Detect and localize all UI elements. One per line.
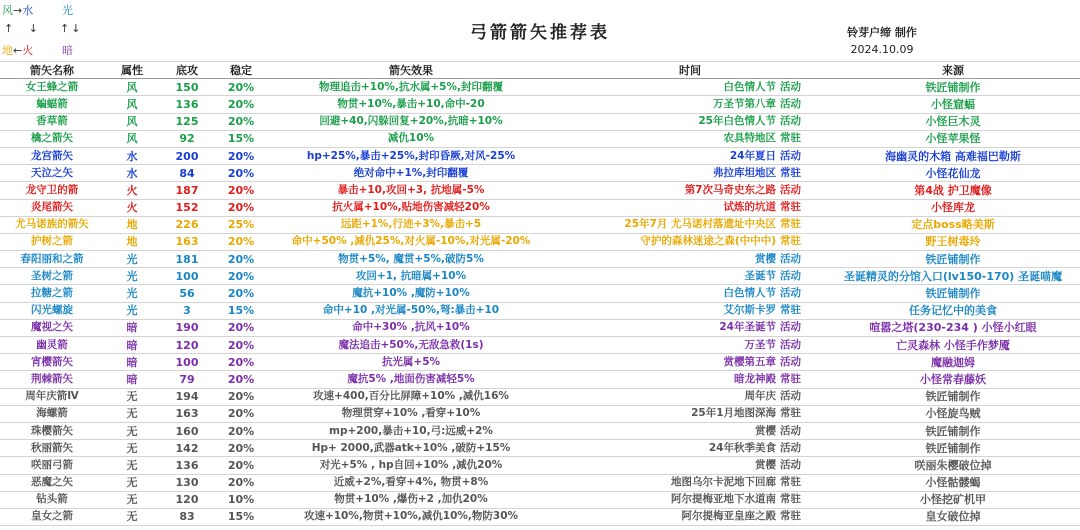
header-base-atk: 底攻 xyxy=(160,62,214,79)
cell-time: 试炼的坑道 xyxy=(554,199,780,216)
cell-source: 喧嚣之塔(230-234 ) 小怪小红眼 xyxy=(826,319,1080,336)
cell-name: 尤马诺族的箭矢 xyxy=(0,216,104,233)
cell-type: 活动 xyxy=(780,319,826,336)
cell-base-atk: 56 xyxy=(160,285,214,302)
table-row xyxy=(0,337,1080,354)
header-row xyxy=(0,62,1080,79)
cell-name: 魔视之矢 xyxy=(0,319,104,336)
cell-base-atk: 136 xyxy=(160,96,214,113)
cell-name: 檎之箭矢 xyxy=(0,130,104,147)
cell-name: 炎尾箭矢 xyxy=(0,199,104,216)
cell-base-atk: 100 xyxy=(160,354,214,371)
cell-source: 圣诞精灵的分馆入口(lv150-170) 圣诞喵魔 xyxy=(826,268,1080,285)
cell-effect: 魔法追击+50%,无敌急救(1s) xyxy=(268,337,554,354)
element-legend xyxy=(2,2,88,58)
cell-name: 女王蜂之箭 xyxy=(0,79,104,96)
cell-effect: 近威+2%,看穿+4%, 物贯+8% xyxy=(268,474,554,491)
cell-effect: 魔抗+10% ,魔防+10% xyxy=(268,285,554,302)
cell-source: 铁匠铺制作 xyxy=(826,79,1080,96)
cell-element: 无 xyxy=(104,388,160,405)
cell-name: 珠樱箭矢 xyxy=(0,422,104,439)
table-row xyxy=(0,457,1080,474)
cell-type: 活动 xyxy=(780,251,826,268)
cell-element: 无 xyxy=(104,405,160,422)
cell-time: 赏樱 xyxy=(554,422,780,439)
cell-effect: 暴击+10,攻回+3, 抗地属-5% xyxy=(268,182,554,199)
cell-time: 赏樱第五章 xyxy=(554,354,780,371)
cell-base-atk: 152 xyxy=(160,199,214,216)
cell-base-atk: 181 xyxy=(160,251,214,268)
cell-name: 周年庆箭Ⅳ xyxy=(0,388,104,405)
cell-source: 任务记忆中的美食 xyxy=(826,302,1080,319)
cell-effect: 远距+1%,行迹+3%,暴击+5 xyxy=(268,216,554,233)
cell-type: 活动 xyxy=(780,113,826,130)
legend-wind: 风 xyxy=(2,4,13,17)
cell-name: 圣树之箭 xyxy=(0,268,104,285)
cell-source: 小怪巨木灵 xyxy=(826,113,1080,130)
header-element: 属性 xyxy=(104,62,160,79)
table-row xyxy=(0,285,1080,302)
cell-stability: 20% xyxy=(214,96,268,113)
cell-time: 万圣节 xyxy=(554,337,780,354)
cell-base-atk: 136 xyxy=(160,457,214,474)
cell-stability: 20% xyxy=(214,319,268,336)
cell-stability: 25% xyxy=(214,216,268,233)
cell-type: 常驻 xyxy=(780,371,826,388)
cell-time: 25年白色情人节 xyxy=(554,113,780,130)
cell-time: 圣诞节 xyxy=(554,268,780,285)
cell-base-atk: 79 xyxy=(160,371,214,388)
cell-element: 水 xyxy=(104,147,160,164)
legend-wind-water xyxy=(2,2,33,18)
table-row xyxy=(0,182,1080,199)
legend-arrow-right: → xyxy=(13,4,23,17)
cell-element: 光 xyxy=(104,251,160,268)
cell-source: 小怪苹果怪 xyxy=(826,130,1080,147)
cell-effect: 物贯+10%,暴击+10,命中-20 xyxy=(268,96,554,113)
cell-source: 定点boss略美斯 xyxy=(826,216,1080,233)
cell-stability: 20% xyxy=(214,371,268,388)
cell-base-atk: 163 xyxy=(160,405,214,422)
cell-stability: 20% xyxy=(214,457,268,474)
cell-element: 光 xyxy=(104,302,160,319)
cell-name: 天泣之矢 xyxy=(0,165,104,182)
cell-source: 小怪库龙 xyxy=(826,199,1080,216)
cell-element: 火 xyxy=(104,199,160,216)
cell-source: 海幽灵的木箱 高难福巴勒斯 xyxy=(826,147,1080,164)
cell-name: 宵樱箭矢 xyxy=(0,354,104,371)
cell-base-atk: 120 xyxy=(160,337,214,354)
cell-effect: 攻速+400,百分比屏障+10% ,减仇16% xyxy=(268,388,554,405)
table-row xyxy=(0,371,1080,388)
cell-effect: Hp+ 2000,武器atk+10% ,破防+15% xyxy=(268,440,554,457)
cell-element: 水 xyxy=(104,165,160,182)
cell-type: 活动 xyxy=(780,182,826,199)
cell-stability: 20% xyxy=(214,354,268,371)
cell-base-atk: 125 xyxy=(160,113,214,130)
header-effect: 箭矢效果 xyxy=(268,62,554,79)
cell-type: 常驻 xyxy=(780,508,826,525)
legend-earth: 地 xyxy=(2,44,13,57)
legend-arrows-right: ↑↓ xyxy=(60,22,83,35)
cell-type: 常驻 xyxy=(780,216,826,233)
cell-name: 护树之箭 xyxy=(0,233,104,250)
cell-type: 活动 xyxy=(780,457,826,474)
cell-effect: 物理贯穿+10% ,看穿+10% xyxy=(268,405,554,422)
cell-source: 魔融迦姆 xyxy=(826,354,1080,371)
legend-light: 光 xyxy=(62,4,73,17)
cell-type: 活动 xyxy=(780,147,826,164)
cell-source: 小怪花仙龙 xyxy=(826,165,1080,182)
cell-type: 常驻 xyxy=(780,233,826,250)
cell-base-atk: 3 xyxy=(160,302,214,319)
cell-source: 铁匠铺制作 xyxy=(826,440,1080,457)
date-label: 2024.10.09 xyxy=(850,43,914,56)
legend-arrow-left: ← xyxy=(13,44,23,57)
cell-time: 25年1月地图深海 xyxy=(554,405,780,422)
cell-effect: 物贯+10% ,爆伤+2 ,加仇20% xyxy=(268,491,554,508)
cell-time: 守护的森林迷途之森(中中中) xyxy=(554,233,780,250)
cell-source: 亡灵森林 小怪手作梦魇 xyxy=(826,337,1080,354)
cell-stability: 20% xyxy=(214,388,268,405)
cell-type: 活动 xyxy=(780,422,826,439)
cell-time: 25年7月 尤马诺村落遗址中央区 xyxy=(554,216,780,233)
cell-element: 暗 xyxy=(104,319,160,336)
cell-time: 赏樱 xyxy=(554,251,780,268)
cell-effect: mp+200,暴击+10,弓:远威+2% xyxy=(268,422,554,439)
cell-base-atk: 84 xyxy=(160,165,214,182)
cell-source: 第4战 护卫魔像 xyxy=(826,182,1080,199)
cell-name: 秋丽箭矢 xyxy=(0,440,104,457)
cell-effect: 物理追击+10%,抗水属+5%,封印翻覆 xyxy=(268,79,554,96)
cell-base-atk: 142 xyxy=(160,440,214,457)
author-credit: 铃芽户缔 制作 xyxy=(847,26,917,39)
cell-type: 常驻 xyxy=(780,405,826,422)
cell-type: 活动 xyxy=(780,268,826,285)
cell-stability: 20% xyxy=(214,440,268,457)
cell-name: 春阳丽和之箭 xyxy=(0,251,104,268)
cell-time: 24年秋季美食 xyxy=(554,440,780,457)
cell-type: 常驻 xyxy=(780,199,826,216)
cell-stability: 20% xyxy=(214,337,268,354)
cell-base-atk: 163 xyxy=(160,233,214,250)
cell-base-atk: 194 xyxy=(160,388,214,405)
table-row xyxy=(0,79,1080,96)
cell-effect: 攻速+10%,物贯+10%,减仇10%,物防30% xyxy=(268,508,554,525)
cell-name: 龙宫箭矢 xyxy=(0,147,104,164)
table-header xyxy=(0,62,1080,79)
table-row xyxy=(0,422,1080,439)
header-name: 箭矢名称 xyxy=(0,62,104,79)
cell-time: 阿尔提梅亚地下水道南 xyxy=(554,491,780,508)
table-row xyxy=(0,474,1080,491)
cell-stability: 10% xyxy=(214,491,268,508)
cell-type: 活动 xyxy=(780,388,826,405)
cell-stability: 20% xyxy=(214,79,268,96)
cell-element: 暗 xyxy=(104,337,160,354)
cell-base-atk: 100 xyxy=(160,268,214,285)
cell-source: 铁匠铺制作 xyxy=(826,285,1080,302)
cell-effect: 命中+30% ,抗风+10% xyxy=(268,319,554,336)
cell-element: 无 xyxy=(104,440,160,457)
table-row xyxy=(0,354,1080,371)
cell-base-atk: 120 xyxy=(160,491,214,508)
table-row xyxy=(0,113,1080,130)
cell-effect: 物贯+5%, 魔贯+5%,破防5% xyxy=(268,251,554,268)
cell-stability: 20% xyxy=(214,233,268,250)
cell-time: 艾尔斯卡罗 xyxy=(554,302,780,319)
cell-name: 龙守卫的箭 xyxy=(0,182,104,199)
cell-effect: 减仇10% xyxy=(268,130,554,147)
table-row xyxy=(0,491,1080,508)
table-row xyxy=(0,130,1080,147)
cell-stability: 20% xyxy=(214,251,268,268)
cell-time: 弗拉库坦地区 xyxy=(554,165,780,182)
cell-time: 白色情人节 xyxy=(554,285,780,302)
table-row xyxy=(0,96,1080,113)
table-body xyxy=(0,79,1080,526)
cell-source: 野王树毒玲 xyxy=(826,233,1080,250)
cell-element: 无 xyxy=(104,491,160,508)
table-row xyxy=(0,165,1080,182)
cell-time: 第7次马奇史东之路 xyxy=(554,182,780,199)
cell-name: 拉糖之箭 xyxy=(0,285,104,302)
cell-base-atk: 92 xyxy=(160,130,214,147)
cell-element: 暗 xyxy=(104,371,160,388)
cell-element: 风 xyxy=(104,113,160,130)
cell-name: 咲丽弓箭 xyxy=(0,457,104,474)
cell-base-atk: 150 xyxy=(160,79,214,96)
cell-source: 皇女破位掉 xyxy=(826,508,1080,525)
cell-name: 闪光螺旋 xyxy=(0,302,104,319)
table-row xyxy=(0,319,1080,336)
table-row xyxy=(0,233,1080,250)
cell-stability: 20% xyxy=(214,182,268,199)
cell-element: 暗 xyxy=(104,354,160,371)
cell-time: 暗龙神殿 xyxy=(554,371,780,388)
cell-source: 铁匠铺制作 xyxy=(826,388,1080,405)
header-stability: 稳定 xyxy=(214,62,268,79)
cell-name: 钻头箭 xyxy=(0,491,104,508)
cell-effect: 绝对命中+1%,封印翻覆 xyxy=(268,165,554,182)
table-row xyxy=(0,199,1080,216)
cell-effect: 回避+40,闪躲回复+20%,抗暗+10% xyxy=(268,113,554,130)
cell-base-atk: 160 xyxy=(160,422,214,439)
cell-type: 活动 xyxy=(780,440,826,457)
cell-time: 赏樱 xyxy=(554,457,780,474)
cell-source: 咲丽朱樱破位掉 xyxy=(826,457,1080,474)
cell-element: 光 xyxy=(104,268,160,285)
header-source: 来源 xyxy=(826,62,1080,79)
cell-type: 常驻 xyxy=(780,130,826,147)
cell-name: 蝙蝠箭 xyxy=(0,96,104,113)
header-time: 时间 xyxy=(554,62,826,79)
cell-element: 风 xyxy=(104,130,160,147)
cell-element: 火 xyxy=(104,182,160,199)
legend-dark: 暗 xyxy=(62,44,73,57)
cell-effect: hp+25%,暴击+25%,封印昏厥,对风-25% xyxy=(268,147,554,164)
cell-type: 常驻 xyxy=(780,491,826,508)
cell-source: 铁匠铺制作 xyxy=(826,251,1080,268)
cell-stability: 20% xyxy=(214,147,268,164)
legend-arrows-left: ↑ ↓ xyxy=(4,22,44,35)
cell-name: 香草箭 xyxy=(0,113,104,130)
cell-stability: 20% xyxy=(214,165,268,182)
cell-element: 风 xyxy=(104,96,160,113)
cell-time: 白色情人节 xyxy=(554,79,780,96)
cell-name: 海螺箭 xyxy=(0,405,104,422)
cell-stability: 20% xyxy=(214,474,268,491)
page-title: 弓箭箭矢推荐表 xyxy=(470,23,610,43)
legend-water: 水 xyxy=(22,4,34,17)
table-row xyxy=(0,216,1080,233)
cell-type: 常驻 xyxy=(780,165,826,182)
cell-base-atk: 226 xyxy=(160,216,214,233)
cell-effect: 抗光属+5% xyxy=(268,354,554,371)
cell-time: 地图乌尔卡泥地下回廊 xyxy=(554,474,780,491)
table-row xyxy=(0,251,1080,268)
cell-type: 活动 xyxy=(780,79,826,96)
table-row xyxy=(0,147,1080,164)
table-row xyxy=(0,508,1080,525)
cell-effect: 魔抗5% ,地面伤害减轻5% xyxy=(268,371,554,388)
cell-name: 幽灵箭 xyxy=(0,337,104,354)
cell-type: 活动 xyxy=(780,285,826,302)
cell-time: 周年庆 xyxy=(554,388,780,405)
cell-source: 小怪骷髅蝎 xyxy=(826,474,1080,491)
cell-source: 小怪旋鸟贼 xyxy=(826,405,1080,422)
cell-base-atk: 187 xyxy=(160,182,214,199)
cell-source: 小怪窟蝠 xyxy=(826,96,1080,113)
cell-stability: 20% xyxy=(214,285,268,302)
legend-fire: 火 xyxy=(22,44,34,57)
cell-effect: 命中+50% ,减仇25%,对火属-10%,对光属-20% xyxy=(268,233,554,250)
table-row xyxy=(0,302,1080,319)
cell-stability: 20% xyxy=(214,268,268,285)
cell-element: 地 xyxy=(104,233,160,250)
cell-time: 阿尔提梅亚皇座之殿 xyxy=(554,508,780,525)
table-row xyxy=(0,440,1080,457)
cell-type: 常驻 xyxy=(780,302,826,319)
cell-source: 铁匠铺制作 xyxy=(826,422,1080,439)
cell-element: 无 xyxy=(104,422,160,439)
cell-base-atk: 190 xyxy=(160,319,214,336)
cell-stability: 20% xyxy=(214,405,268,422)
cell-effect: 攻回+1, 抗暗属+10% xyxy=(268,268,554,285)
cell-time: 24年夏日 xyxy=(554,147,780,164)
cell-element: 光 xyxy=(104,285,160,302)
cell-stability: 15% xyxy=(214,130,268,147)
cell-source: 小怪常春藤妖 xyxy=(826,371,1080,388)
table-row xyxy=(0,388,1080,405)
cell-element: 地 xyxy=(104,216,160,233)
cell-name: 荆棘箭矢 xyxy=(0,371,104,388)
cell-name: 恶魔之矢 xyxy=(0,474,104,491)
cell-effect: 对光+5% , hp自回+10% ,减仇20% xyxy=(268,457,554,474)
cell-base-atk: 200 xyxy=(160,147,214,164)
cell-element: 无 xyxy=(104,474,160,491)
cell-time: 24年圣诞节 xyxy=(554,319,780,336)
cell-time: 农具特地区 xyxy=(554,130,780,147)
cell-element: 无 xyxy=(104,457,160,474)
cell-stability: 15% xyxy=(214,302,268,319)
cell-stability: 15% xyxy=(214,508,268,525)
cell-stability: 20% xyxy=(214,199,268,216)
cell-name: 皇女之箭 xyxy=(0,508,104,525)
cell-effect: 命中+10 ,对光属-50%,弩:暴击+10 xyxy=(268,302,554,319)
cell-base-atk: 83 xyxy=(160,508,214,525)
legend-earth-fire xyxy=(2,42,33,58)
cell-base-atk: 130 xyxy=(160,474,214,491)
cell-element: 无 xyxy=(104,508,160,525)
cell-effect: 抗火属+10%,贴地伤害减轻20% xyxy=(268,199,554,216)
arrow-table xyxy=(0,61,1080,526)
cell-type: 常驻 xyxy=(780,474,826,491)
cell-time: 万圣节第八章 xyxy=(554,96,780,113)
cell-element: 风 xyxy=(104,79,160,96)
cell-source: 小怪挖矿机甲 xyxy=(826,491,1080,508)
table-row xyxy=(0,405,1080,422)
cell-stability: 20% xyxy=(214,113,268,130)
cell-type: 活动 xyxy=(780,96,826,113)
cell-type: 活动 xyxy=(780,354,826,371)
cell-type: 活动 xyxy=(780,337,826,354)
cell-stability: 20% xyxy=(214,422,268,439)
table-row xyxy=(0,268,1080,285)
